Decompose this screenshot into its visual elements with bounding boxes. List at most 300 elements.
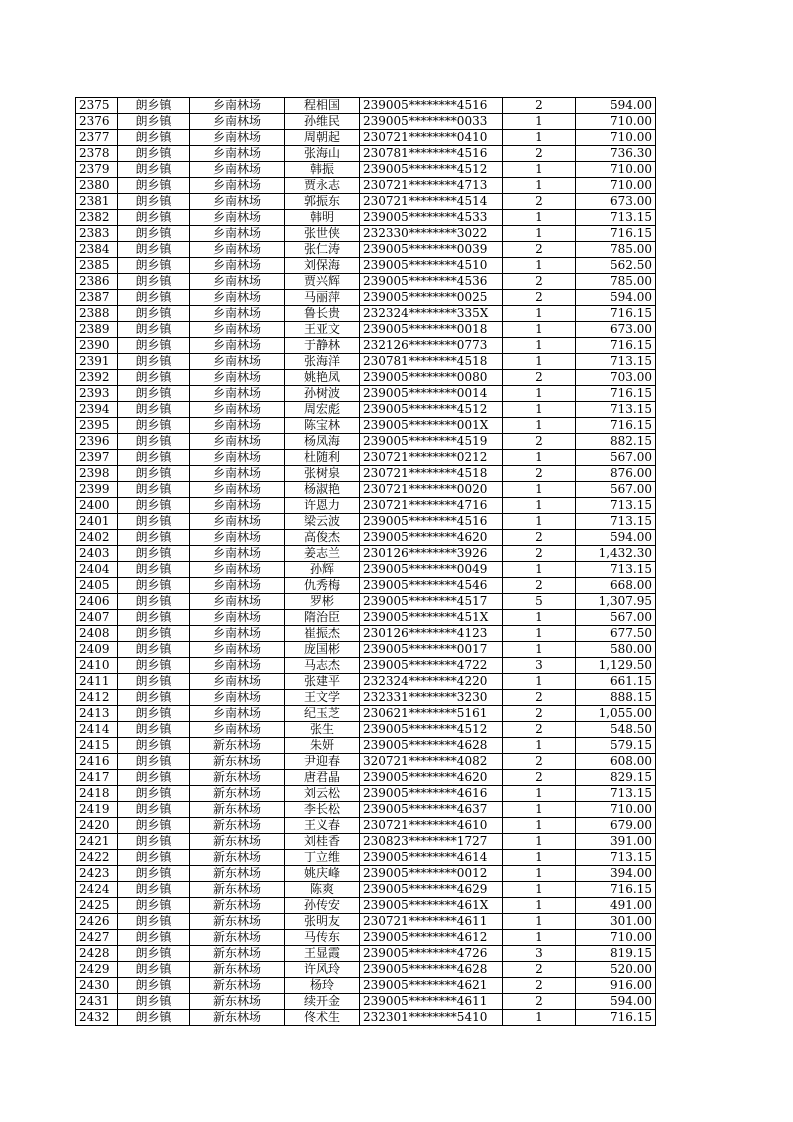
table-row [76, 498, 656, 514]
table-row [76, 562, 656, 578]
row-number: 2430 [76, 978, 118, 994]
row-number: 2386 [76, 274, 118, 290]
table-row [76, 706, 656, 722]
table-row [76, 898, 656, 914]
row-number: 2387 [76, 290, 118, 306]
household-count-cell: 5 [503, 594, 576, 610]
id-number-cell: 232324********4220 [360, 674, 503, 690]
household-count-cell: 1 [503, 130, 576, 146]
table-row [76, 674, 656, 690]
town-cell: 朗乡镇 [118, 674, 190, 690]
forest-farm-cell: 新东林场 [190, 834, 285, 850]
table-row [76, 114, 656, 130]
forest-farm-cell: 新东林场 [190, 818, 285, 834]
person-name-cell: 孙传安 [285, 898, 360, 914]
forest-farm-cell: 新东林场 [190, 786, 285, 802]
forest-farm-cell: 乡南林场 [190, 674, 285, 690]
row-number: 2395 [76, 418, 118, 434]
table-row [76, 466, 656, 482]
household-count-cell: 1 [503, 498, 576, 514]
table-row [76, 882, 656, 898]
household-count-cell: 1 [503, 482, 576, 498]
town-cell: 朗乡镇 [118, 754, 190, 770]
amount-cell: 668.00 [576, 578, 656, 594]
id-number-cell: 239005********4637 [360, 802, 503, 818]
person-name-cell: 韩振 [285, 162, 360, 178]
amount-cell: 716.15 [576, 338, 656, 354]
household-count-cell: 2 [503, 690, 576, 706]
row-number: 2388 [76, 306, 118, 322]
amount-cell: 562.50 [576, 258, 656, 274]
forest-farm-cell: 乡南林场 [190, 482, 285, 498]
household-count-cell: 2 [503, 530, 576, 546]
household-count-cell: 1 [503, 178, 576, 194]
table-row [76, 722, 656, 738]
id-number-cell: 232324********335X [360, 306, 503, 322]
row-number: 2406 [76, 594, 118, 610]
forest-farm-cell: 新东林场 [190, 962, 285, 978]
forest-farm-cell: 新东林场 [190, 738, 285, 754]
town-cell: 朗乡镇 [118, 898, 190, 914]
forest-farm-cell: 乡南林场 [190, 210, 285, 226]
town-cell: 朗乡镇 [118, 978, 190, 994]
id-number-cell: 232331********3230 [360, 690, 503, 706]
table-row [76, 594, 656, 610]
household-count-cell: 1 [503, 802, 576, 818]
row-number: 2396 [76, 434, 118, 450]
town-cell: 朗乡镇 [118, 930, 190, 946]
household-count-cell: 2 [503, 546, 576, 562]
row-number: 2420 [76, 818, 118, 834]
household-count-cell: 1 [503, 930, 576, 946]
row-number: 2378 [76, 146, 118, 162]
amount-cell: 673.00 [576, 322, 656, 338]
table-row [76, 962, 656, 978]
id-number-cell: 232126********0773 [360, 338, 503, 354]
forest-farm-cell: 乡南林场 [190, 98, 285, 114]
town-cell: 朗乡镇 [118, 162, 190, 178]
row-number: 2402 [76, 530, 118, 546]
id-number-cell: 239005********451X [360, 610, 503, 626]
amount-cell: 716.15 [576, 386, 656, 402]
table-row [76, 194, 656, 210]
forest-farm-cell: 乡南林场 [190, 658, 285, 674]
person-name-cell: 张树泉 [285, 466, 360, 482]
table-row [76, 386, 656, 402]
household-count-cell: 2 [503, 146, 576, 162]
id-number-cell: 239005********4629 [360, 882, 503, 898]
household-count-cell: 1 [503, 642, 576, 658]
town-cell: 朗乡镇 [118, 1010, 190, 1026]
forest-farm-cell: 乡南林场 [190, 146, 285, 162]
amount-cell: 710.00 [576, 178, 656, 194]
forest-farm-cell: 乡南林场 [190, 594, 285, 610]
person-name-cell: 尹迎春 [285, 754, 360, 770]
amount-cell: 677.50 [576, 626, 656, 642]
table-row [76, 418, 656, 434]
town-cell: 朗乡镇 [118, 418, 190, 434]
person-name-cell: 鲁长贵 [285, 306, 360, 322]
person-name-cell: 朱妍 [285, 738, 360, 754]
town-cell: 朗乡镇 [118, 450, 190, 466]
id-number-cell: 239005********001X [360, 418, 503, 434]
town-cell: 朗乡镇 [118, 338, 190, 354]
table-row [76, 770, 656, 786]
person-name-cell: 佟术生 [285, 1010, 360, 1026]
id-number-cell: 239005********0080 [360, 370, 503, 386]
id-number-cell: 232330********3022 [360, 226, 503, 242]
id-number-cell: 230721********4713 [360, 178, 503, 194]
forest-farm-cell: 乡南林场 [190, 194, 285, 210]
amount-cell: 829.15 [576, 770, 656, 786]
amount-cell: 716.15 [576, 306, 656, 322]
town-cell: 朗乡镇 [118, 834, 190, 850]
row-number: 2429 [76, 962, 118, 978]
forest-farm-cell: 乡南林场 [190, 370, 285, 386]
row-number: 2417 [76, 770, 118, 786]
table-row [76, 450, 656, 466]
amount-cell: 608.00 [576, 754, 656, 770]
forest-farm-cell: 乡南林场 [190, 562, 285, 578]
person-name-cell: 张建平 [285, 674, 360, 690]
row-number: 2380 [76, 178, 118, 194]
amount-cell: 579.15 [576, 738, 656, 754]
forest-farm-cell: 乡南林场 [190, 258, 285, 274]
forest-farm-cell: 乡南林场 [190, 450, 285, 466]
amount-cell: 567.00 [576, 482, 656, 498]
amount-cell: 785.00 [576, 242, 656, 258]
forest-farm-cell: 新东林场 [190, 882, 285, 898]
table-row [76, 994, 656, 1010]
amount-cell: 548.50 [576, 722, 656, 738]
town-cell: 朗乡镇 [118, 434, 190, 450]
person-name-cell: 杨淑艳 [285, 482, 360, 498]
person-name-cell: 张仁涛 [285, 242, 360, 258]
forest-farm-cell: 乡南林场 [190, 466, 285, 482]
person-name-cell: 杨玲 [285, 978, 360, 994]
forest-farm-cell: 乡南林场 [190, 498, 285, 514]
table-row [76, 738, 656, 754]
town-cell: 朗乡镇 [118, 866, 190, 882]
town-cell: 朗乡镇 [118, 706, 190, 722]
forest-farm-cell: 乡南林场 [190, 722, 285, 738]
forest-farm-cell: 乡南林场 [190, 514, 285, 530]
household-count-cell: 1 [503, 386, 576, 402]
id-number-cell: 239005********4620 [360, 770, 503, 786]
person-name-cell: 王显霞 [285, 946, 360, 962]
person-name-cell: 张海洋 [285, 354, 360, 370]
id-number-cell: 239005********4726 [360, 946, 503, 962]
town-cell: 朗乡镇 [118, 210, 190, 226]
household-count-cell: 1 [503, 818, 576, 834]
row-number: 2409 [76, 642, 118, 658]
id-number-cell: 239005********0017 [360, 642, 503, 658]
id-number-cell: 239005********4519 [360, 434, 503, 450]
table-row [76, 338, 656, 354]
town-cell: 朗乡镇 [118, 770, 190, 786]
id-number-cell: 239005********4621 [360, 978, 503, 994]
table-body [76, 98, 656, 1026]
amount-cell: 673.00 [576, 194, 656, 210]
id-number-cell: 239005********0014 [360, 386, 503, 402]
row-number: 2427 [76, 930, 118, 946]
town-cell: 朗乡镇 [118, 642, 190, 658]
row-number: 2400 [76, 498, 118, 514]
amount-cell: 713.15 [576, 402, 656, 418]
row-number: 2401 [76, 514, 118, 530]
row-number: 2425 [76, 898, 118, 914]
forest-farm-cell: 乡南林场 [190, 338, 285, 354]
person-name-cell: 唐君晶 [285, 770, 360, 786]
row-number: 2403 [76, 546, 118, 562]
household-count-cell: 1 [503, 866, 576, 882]
amount-cell: 567.00 [576, 450, 656, 466]
row-number: 2382 [76, 210, 118, 226]
forest-farm-cell: 乡南林场 [190, 306, 285, 322]
person-name-cell: 杜随利 [285, 450, 360, 466]
household-count-cell: 2 [503, 370, 576, 386]
table-row [76, 434, 656, 450]
row-number: 2411 [76, 674, 118, 690]
row-number: 2415 [76, 738, 118, 754]
id-number-cell: 239005********0012 [360, 866, 503, 882]
forest-farm-cell: 新东林场 [190, 914, 285, 930]
amount-cell: 736.30 [576, 146, 656, 162]
id-number-cell: 232301********5410 [360, 1010, 503, 1026]
table-row [76, 210, 656, 226]
table-row [76, 802, 656, 818]
household-count-cell: 1 [503, 898, 576, 914]
row-number: 2413 [76, 706, 118, 722]
town-cell: 朗乡镇 [118, 258, 190, 274]
forest-farm-cell: 乡南林场 [190, 402, 285, 418]
household-count-cell: 2 [503, 434, 576, 450]
table-row [76, 690, 656, 706]
amount-cell: 710.00 [576, 802, 656, 818]
table-row [76, 930, 656, 946]
town-cell: 朗乡镇 [118, 690, 190, 706]
amount-cell: 1,129.50 [576, 658, 656, 674]
table-row [76, 658, 656, 674]
row-number: 2410 [76, 658, 118, 674]
table-row [76, 370, 656, 386]
forest-farm-cell: 新东林场 [190, 1010, 285, 1026]
town-cell: 朗乡镇 [118, 914, 190, 930]
row-number: 2390 [76, 338, 118, 354]
row-number: 2392 [76, 370, 118, 386]
forest-farm-cell: 乡南林场 [190, 354, 285, 370]
forest-farm-cell: 乡南林场 [190, 530, 285, 546]
forest-farm-cell: 乡南林场 [190, 178, 285, 194]
person-name-cell: 周宏彪 [285, 402, 360, 418]
town-cell: 朗乡镇 [118, 290, 190, 306]
person-name-cell: 孙辉 [285, 562, 360, 578]
amount-cell: 491.00 [576, 898, 656, 914]
forest-farm-cell: 乡南林场 [190, 642, 285, 658]
household-count-cell: 2 [503, 754, 576, 770]
household-count-cell: 1 [503, 402, 576, 418]
household-count-cell: 1 [503, 626, 576, 642]
table-row [76, 178, 656, 194]
person-name-cell: 贾兴辉 [285, 274, 360, 290]
person-name-cell: 庞国彬 [285, 642, 360, 658]
table-row [76, 978, 656, 994]
forest-farm-cell: 乡南林场 [190, 130, 285, 146]
id-number-cell: 239005********4516 [360, 514, 503, 530]
table-row [76, 818, 656, 834]
household-count-cell: 2 [503, 194, 576, 210]
amount-cell: 394.00 [576, 866, 656, 882]
row-number: 2398 [76, 466, 118, 482]
town-cell: 朗乡镇 [118, 130, 190, 146]
table-row [76, 850, 656, 866]
amount-cell: 916.00 [576, 978, 656, 994]
id-number-cell: 239005********4512 [360, 162, 503, 178]
household-count-cell: 2 [503, 466, 576, 482]
id-number-cell: 239005********0039 [360, 242, 503, 258]
town-cell: 朗乡镇 [118, 594, 190, 610]
person-name-cell: 马丽萍 [285, 290, 360, 306]
town-cell: 朗乡镇 [118, 946, 190, 962]
amount-cell: 1,055.00 [576, 706, 656, 722]
person-name-cell: 姜志兰 [285, 546, 360, 562]
table-row [76, 946, 656, 962]
household-count-cell: 1 [503, 914, 576, 930]
town-cell: 朗乡镇 [118, 98, 190, 114]
forest-farm-cell: 乡南林场 [190, 578, 285, 594]
id-number-cell: 239005********4512 [360, 722, 503, 738]
household-count-cell: 2 [503, 722, 576, 738]
table-row [76, 130, 656, 146]
table-row [76, 402, 656, 418]
amount-cell: 594.00 [576, 98, 656, 114]
amount-cell: 876.00 [576, 466, 656, 482]
amount-cell: 819.15 [576, 946, 656, 962]
id-number-cell: 230126********4123 [360, 626, 503, 642]
household-count-cell: 1 [503, 562, 576, 578]
amount-cell: 594.00 [576, 994, 656, 1010]
id-number-cell: 230621********5161 [360, 706, 503, 722]
town-cell: 朗乡镇 [118, 354, 190, 370]
table-row [76, 626, 656, 642]
household-count-cell: 1 [503, 834, 576, 850]
household-count-cell: 2 [503, 274, 576, 290]
forest-farm-cell: 新东林场 [190, 754, 285, 770]
household-count-cell: 1 [503, 210, 576, 226]
person-name-cell: 马志杰 [285, 658, 360, 674]
forest-farm-cell: 乡南林场 [190, 610, 285, 626]
table-row [76, 98, 656, 114]
row-number: 2405 [76, 578, 118, 594]
household-count-cell: 2 [503, 770, 576, 786]
town-cell: 朗乡镇 [118, 466, 190, 482]
town-cell: 朗乡镇 [118, 786, 190, 802]
table-row [76, 514, 656, 530]
amount-cell: 716.15 [576, 882, 656, 898]
id-number-cell: 239005********0033 [360, 114, 503, 130]
household-count-cell: 2 [503, 962, 576, 978]
amount-cell: 679.00 [576, 818, 656, 834]
household-count-cell: 1 [503, 882, 576, 898]
person-name-cell: 许风玲 [285, 962, 360, 978]
id-number-cell: 239005********0025 [360, 290, 503, 306]
amount-cell: 716.15 [576, 418, 656, 434]
person-name-cell: 王文学 [285, 690, 360, 706]
household-count-cell: 1 [503, 114, 576, 130]
person-name-cell: 于静林 [285, 338, 360, 354]
row-number: 2399 [76, 482, 118, 498]
table-row [76, 642, 656, 658]
row-number: 2422 [76, 850, 118, 866]
amount-cell: 713.15 [576, 786, 656, 802]
table-row [76, 162, 656, 178]
amount-cell: 580.00 [576, 642, 656, 658]
amount-cell: 520.00 [576, 962, 656, 978]
table-row [76, 754, 656, 770]
amount-cell: 882.15 [576, 434, 656, 450]
town-cell: 朗乡镇 [118, 802, 190, 818]
town-cell: 朗乡镇 [118, 818, 190, 834]
id-number-cell: 239005********4616 [360, 786, 503, 802]
household-count-cell: 1 [503, 674, 576, 690]
amount-cell: 713.15 [576, 354, 656, 370]
household-count-cell: 1 [503, 850, 576, 866]
person-name-cell: 陈爽 [285, 882, 360, 898]
person-name-cell: 张明友 [285, 914, 360, 930]
amount-cell: 713.15 [576, 514, 656, 530]
forest-farm-cell: 乡南林场 [190, 322, 285, 338]
household-count-cell: 1 [503, 1010, 576, 1026]
id-number-cell: 239005********4512 [360, 402, 503, 418]
household-count-cell: 3 [503, 658, 576, 674]
id-number-cell: 230721********4514 [360, 194, 503, 210]
household-count-cell: 2 [503, 290, 576, 306]
amount-cell: 710.00 [576, 130, 656, 146]
row-number: 2408 [76, 626, 118, 642]
town-cell: 朗乡镇 [118, 226, 190, 242]
amount-cell: 391.00 [576, 834, 656, 850]
amount-cell: 1,307.95 [576, 594, 656, 610]
town-cell: 朗乡镇 [118, 962, 190, 978]
person-name-cell: 姚庆峰 [285, 866, 360, 882]
person-name-cell: 王亚文 [285, 322, 360, 338]
person-name-cell: 李长松 [285, 802, 360, 818]
row-number: 2426 [76, 914, 118, 930]
forest-farm-cell: 新东林场 [190, 770, 285, 786]
amount-cell: 710.00 [576, 114, 656, 130]
person-name-cell: 张海山 [285, 146, 360, 162]
person-name-cell: 姚艳凤 [285, 370, 360, 386]
town-cell: 朗乡镇 [118, 114, 190, 130]
row-number: 2381 [76, 194, 118, 210]
id-number-cell: 239005********4628 [360, 962, 503, 978]
person-name-cell: 杨凤海 [285, 434, 360, 450]
row-number: 2376 [76, 114, 118, 130]
table-row [76, 1010, 656, 1026]
table-row [76, 146, 656, 162]
household-count-cell: 1 [503, 226, 576, 242]
table-row [76, 786, 656, 802]
forest-farm-cell: 乡南林场 [190, 242, 285, 258]
id-number-cell: 230721********0020 [360, 482, 503, 498]
person-name-cell: 贾永志 [285, 178, 360, 194]
table-row [76, 274, 656, 290]
amount-cell: 710.00 [576, 162, 656, 178]
forest-farm-cell: 新东林场 [190, 802, 285, 818]
row-number: 2391 [76, 354, 118, 370]
household-count-cell: 2 [503, 706, 576, 722]
town-cell: 朗乡镇 [118, 194, 190, 210]
